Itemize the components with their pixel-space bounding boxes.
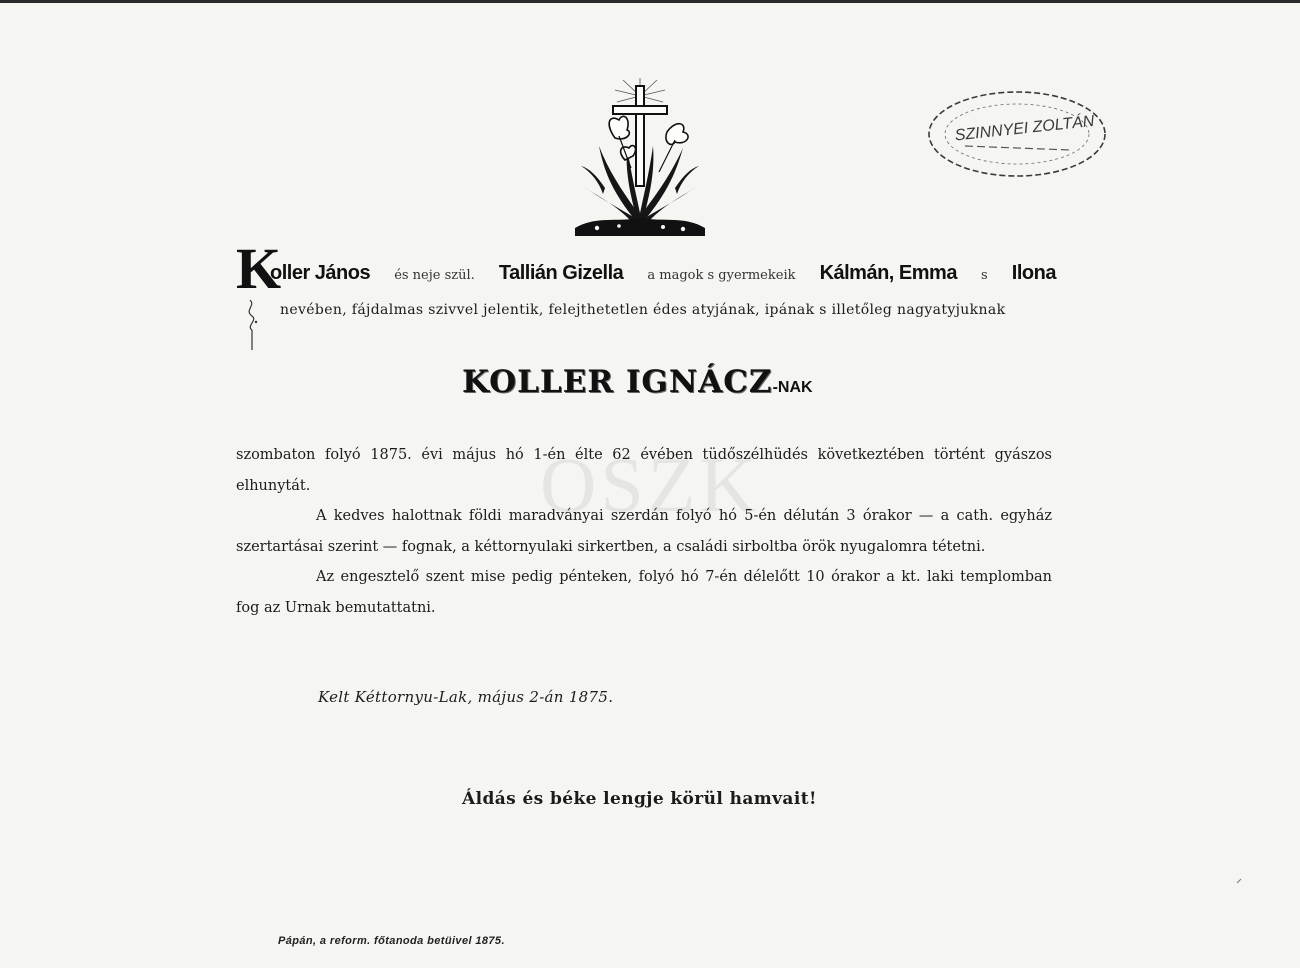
intro-line-2: nevében, fájdalmas szivvel jelentik, felejthetetlen édes atyjának, ipának s illetőleg nagyatyjuknak — [280, 302, 1006, 318]
intro-connector: és neje szül. — [394, 268, 475, 283]
intro-line-1 — [270, 262, 1056, 285]
blessing-line: Áldás és béke lengje körül hamvait! — [462, 789, 817, 809]
paragraph-mass: Az engesztelő szent mise pedig pénteken, folyó hó 7-én délelőtt 10 órakor a kt. laki templomban fog az Urnak bemutattatni. — [236, 569, 1052, 616]
cross-lily-icon — [575, 76, 705, 236]
paragraph-funeral: A kedves halottnak földi maradványai szerdán folyó hó 5-én délután 3 órakor — a cath. egyház szertartásai szerint — fognak, a kéttornyulaki sirkertben, a családi sirboltba örök nyugalomra tétetni. — [236, 508, 1052, 555]
decorative-initial: K — [236, 236, 282, 301]
paragraph-death-notice: szombaton folyó 1875. évi május hó 1-én élte 62 évében tüdőszélhüdés következtében történt gyászos elhunytát. — [236, 447, 1052, 494]
stamp-text: SZINNYEI ZOLTÁN — [953, 112, 1096, 145]
children-names: Kálmán, Emma — [819, 262, 957, 284]
scan-speck — [1236, 878, 1242, 884]
deceased-suffix: -NAK — [772, 379, 813, 396]
child-name-ilona: Ilona — [1011, 262, 1056, 284]
deceased-name: KOLLER IGNÁCZ — [462, 364, 773, 400]
intro-connector: s — [981, 268, 988, 283]
father-name: oller János — [270, 262, 371, 284]
intro-connector: a magok s gyermekeik — [647, 268, 796, 283]
deceased-heading — [462, 364, 862, 400]
watermark: OSZK — [540, 441, 760, 528]
announcement-body — [236, 440, 1052, 623]
library-stamp — [925, 86, 1110, 181]
date-line: Kelt Kéttornyu-Lak, május 2-án 1875. — [318, 688, 614, 706]
flourish-ornament-icon — [242, 300, 264, 350]
scan-top-edge — [0, 0, 1300, 3]
mother-name: Tallián Gizella — [498, 262, 624, 284]
printer-imprint: Pápán, a reform. főtanoda betüivel 1875. — [278, 935, 505, 947]
